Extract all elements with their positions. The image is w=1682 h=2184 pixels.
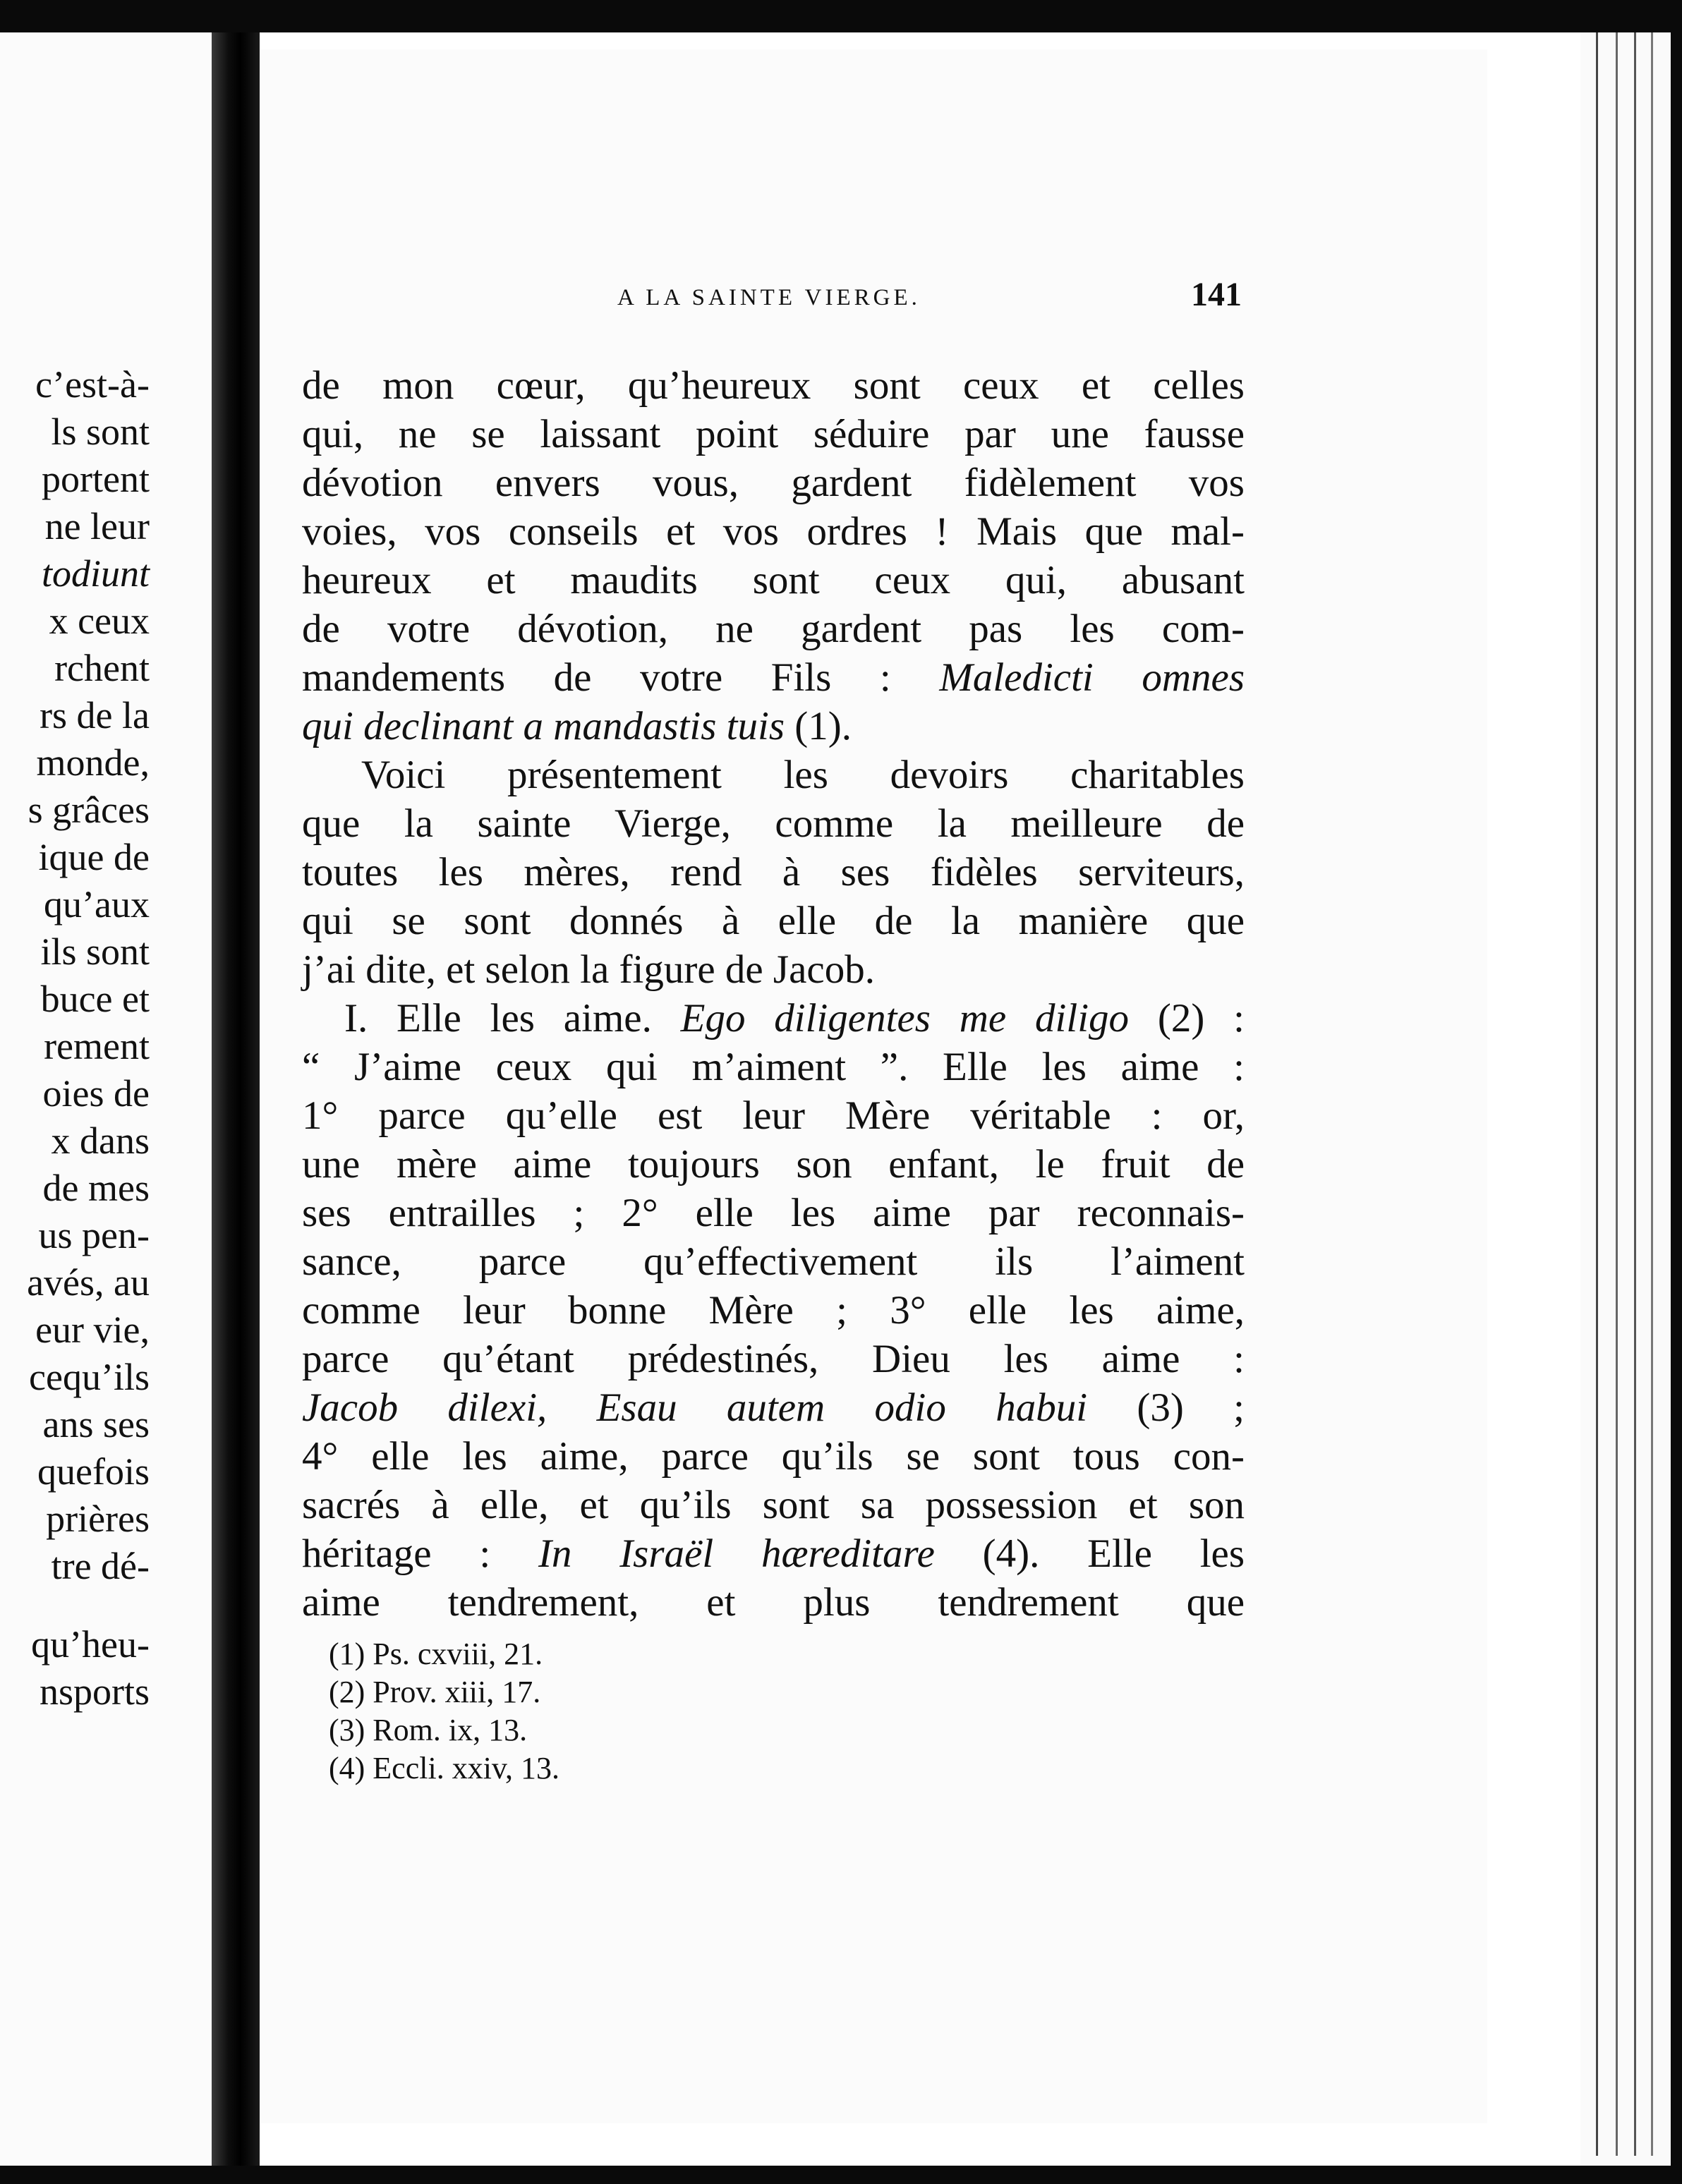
text-line xyxy=(302,653,1245,702)
left-line: rement xyxy=(44,1025,150,1067)
text-line: de votre dévotion, ne gardent pas les com- xyxy=(302,607,1245,651)
left-line: qu’heu- xyxy=(31,1623,150,1666)
book-spine-gutter xyxy=(212,32,260,2166)
left-line: rchent xyxy=(54,647,150,689)
page-header xyxy=(303,276,1242,327)
text-span: (4). Elle les xyxy=(982,1531,1245,1576)
left-line: prières xyxy=(46,1498,150,1540)
left-line: oies de xyxy=(42,1072,150,1115)
left-line: cequ’ils xyxy=(29,1356,150,1398)
text-line: sacrés à elle, et qu’ils sont sa possession et son xyxy=(302,1483,1245,1527)
body-text xyxy=(302,361,1245,1627)
text-line: ses entrailles ; 2° elle les aime par reconnais- xyxy=(302,1191,1245,1235)
left-line: x dans xyxy=(51,1120,150,1162)
page-edge-line xyxy=(1651,32,1653,2156)
left-line: us pen- xyxy=(38,1214,150,1256)
footnote-ref: (3) ; xyxy=(1137,1385,1245,1430)
left-line: buce et xyxy=(40,978,150,1020)
text-line: toutes les mères, rend à ses fidèles serviteurs, xyxy=(302,850,1245,894)
page-edge-line xyxy=(1616,32,1618,2156)
left-line: ls sont xyxy=(51,411,150,453)
text-line xyxy=(302,1383,1245,1432)
footnote: (2) Prov. xiii, 17. xyxy=(329,1675,541,1709)
text-line: Voici présentement les devoirs charitables xyxy=(361,753,1245,797)
left-line: s grâces xyxy=(28,789,150,831)
text-line: que la sainte Vierge, comme la meilleure de xyxy=(302,801,1245,846)
footnote-ref: (1). xyxy=(785,704,852,748)
text-span: héritage : xyxy=(302,1531,491,1576)
text-line: j’ai dite, et selon la figure de Jacob. xyxy=(302,947,875,992)
latin-quote: Ego diligentes me diligo xyxy=(680,996,1130,1041)
left-line: rs de la xyxy=(40,694,150,736)
page-edge-line xyxy=(1634,32,1636,2156)
running-head: A LA SAINTE VIERGE. xyxy=(617,285,921,310)
left-line: avés, au xyxy=(27,1261,150,1304)
left-page-text xyxy=(27,361,150,1716)
text-line: heureux et maudits sont ceux qui, abusant xyxy=(302,558,1245,602)
scan-border-right xyxy=(1671,0,1682,2184)
text-line: dévotion envers vous, gardent fidèlement vos xyxy=(302,461,1245,505)
text-line: 4° elle les aime, parce qu’ils se sont tous con- xyxy=(302,1434,1245,1479)
text-line: sance, parce qu’effectivement ils l’aiment xyxy=(302,1239,1245,1284)
left-line: qu’aux xyxy=(44,883,150,926)
page-edges xyxy=(1580,32,1671,2166)
left-line: ne leur xyxy=(44,505,150,547)
text-line: aime tendrement, et plus tendrement que xyxy=(302,1580,1245,1625)
text-line xyxy=(302,702,1245,751)
left-line: c’est-à- xyxy=(35,363,150,406)
latin-quote: qui declinant a mandastis tuis xyxy=(302,704,785,748)
left-line: de mes xyxy=(42,1167,150,1209)
text-span: mandements de votre Fils : xyxy=(302,655,891,700)
text-line: de mon cœur, qu’heureux sont ceux et celles xyxy=(302,363,1245,408)
text-line xyxy=(302,994,1245,1043)
text-line: “ J’aime ceux qui m’aiment ”. Elle les aime : xyxy=(302,1045,1245,1089)
text-line: une mère aime toujours son enfant, le fruit de xyxy=(302,1142,1245,1187)
text-line: qui, ne se laissant point séduire par une fausse xyxy=(302,412,1245,456)
left-line: todiunt xyxy=(41,552,150,595)
paragraph-gap xyxy=(27,1590,150,1621)
page-number: 141 xyxy=(1191,276,1242,313)
page-edge-line xyxy=(1596,32,1598,2156)
left-line: quefois xyxy=(37,1450,150,1493)
left-line: ique de xyxy=(38,836,150,878)
text-span: I. Elle les aime. xyxy=(344,996,652,1041)
left-line: ils sont xyxy=(40,930,150,973)
text-line: voies, vos conseils et vos ordres ! Mais que mal- xyxy=(302,509,1245,554)
text-line: comme leur bonne Mère ; 3° elle les aime, xyxy=(302,1288,1245,1333)
footnote-ref: (2) : xyxy=(1157,996,1245,1041)
footnotes xyxy=(329,1635,559,1788)
footnote: (1) Ps. cxviii, 21. xyxy=(329,1637,543,1671)
left-line: monde, xyxy=(36,741,150,784)
latin-quote: Maledicti omnes xyxy=(939,655,1245,700)
text-line: parce qu’étant prédestinés, Dieu les aime : xyxy=(302,1337,1245,1381)
scan-border-bottom xyxy=(0,2166,1682,2184)
scan-border-top xyxy=(0,0,1682,32)
left-line: x ceux xyxy=(49,600,150,642)
text-line: qui se sont donnés à elle de la manière que xyxy=(302,899,1245,943)
left-line: tre dé- xyxy=(51,1545,150,1587)
footnote: (3) Rom. ix, 13. xyxy=(329,1713,528,1747)
left-line: nsports xyxy=(39,1670,150,1713)
left-facing-page xyxy=(0,32,212,2166)
text-line: 1° parce qu’elle est leur Mère véritable : or, xyxy=(302,1093,1245,1138)
left-line: portent xyxy=(42,458,150,500)
latin-quote: Jacob dilexi, Esau autem odio habui xyxy=(302,1385,1088,1430)
latin-quote: In Israël hæreditare xyxy=(538,1531,935,1576)
text-line xyxy=(302,1529,1245,1578)
footnote: (4) Eccli. xxiv, 13. xyxy=(329,1751,560,1785)
left-line: eur vie, xyxy=(35,1309,150,1351)
left-line: ans ses xyxy=(42,1403,150,1445)
